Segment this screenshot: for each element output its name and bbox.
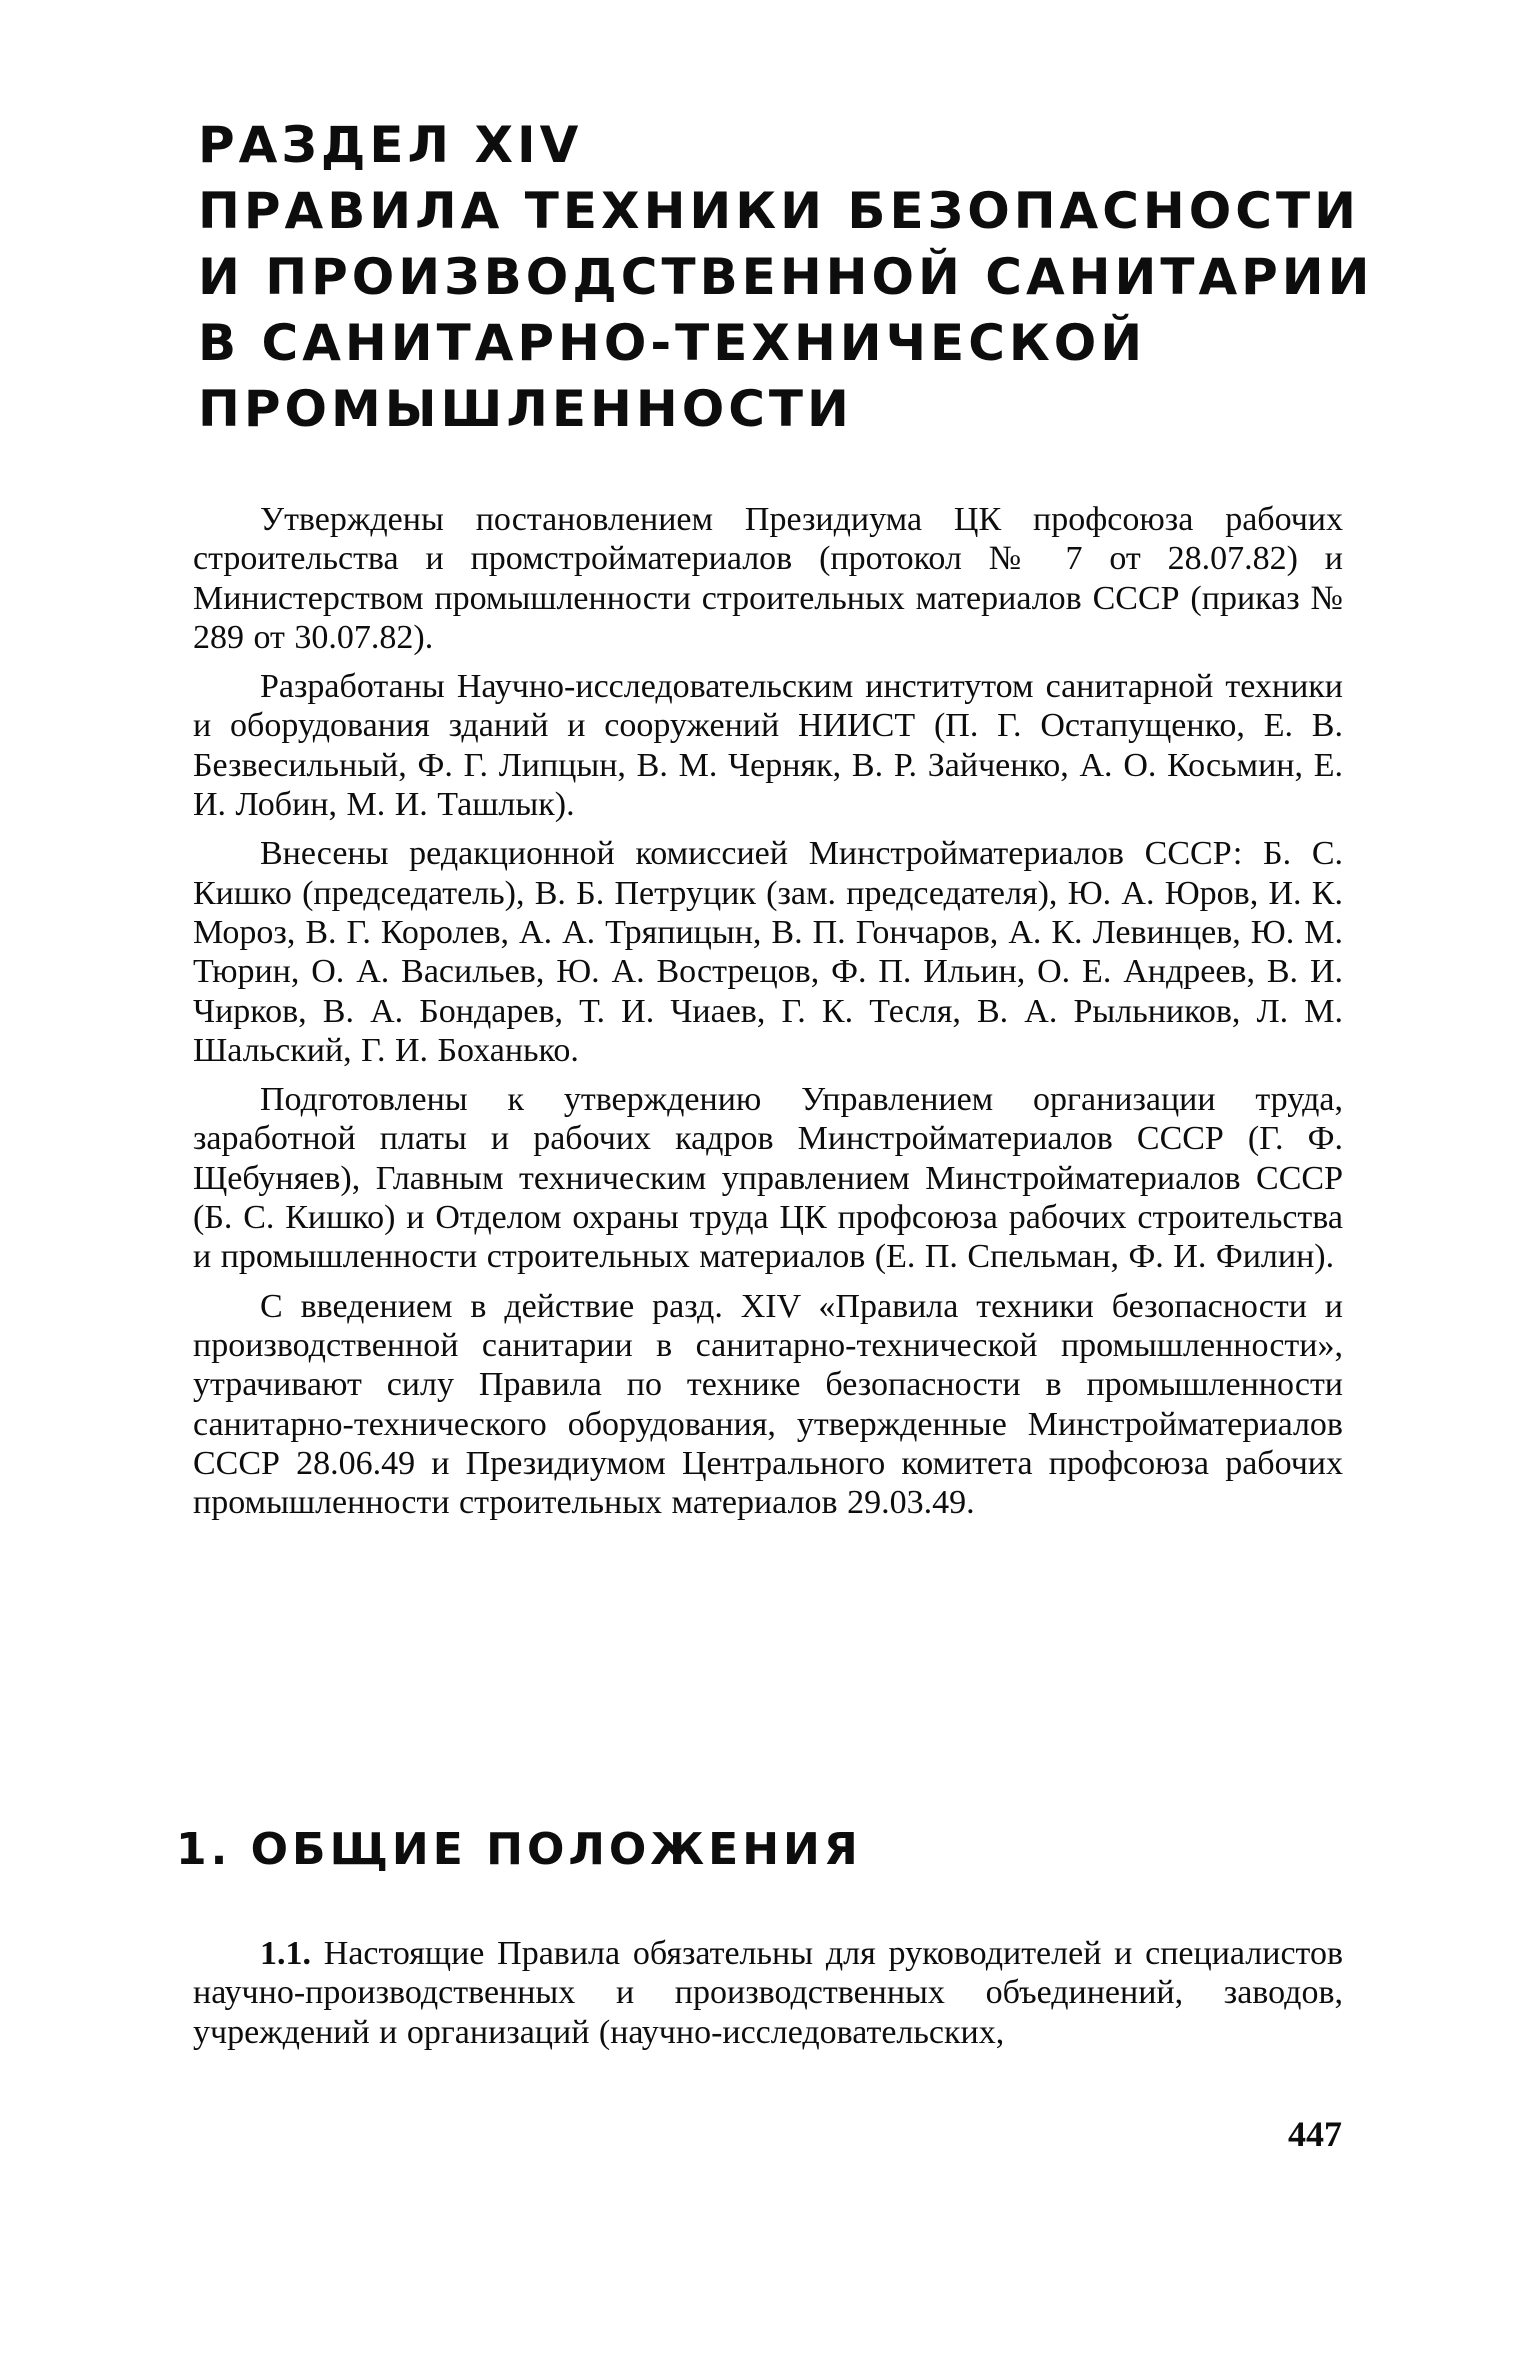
clause-number: 1.1. (260, 1935, 311, 1972)
section-heading-line: ПРАВИЛА ТЕХНИКИ БЕЗОПАСНОСТИ (198, 182, 1360, 240)
clause-block (193, 1934, 1343, 2062)
page-number: 447 (1288, 2114, 1342, 2154)
clause-1-1 (193, 1934, 1343, 2052)
preparation-paragraph: Подготовлены к утверждению Управлением организации труда, заработной платы и рабочих кадров Минстройматериалов СССР (Г. Ф. Щебуняев), Главным техническим управлением Минстройматериалов СССР (Б. С. Кишко) и Отделом охраны труда ЦК профсоюза рабочих строительства и промышленности строительных материалов (Е. П. Спельман, Ф. И. Филин). (193, 1081, 1343, 1276)
supersession-paragraph: С введением в действие разд. XIV «Правила техники безопасности и производственной санитарии в санитарно-технической промышленности», утрачивают силу Правила по технике безопасности в промышленности санитарно-технического оборудования, утвержденные Минстройматериалов СССР 28.06.49 и Президиумом Центрального комитета профсоюза рабочих промышленности строительных материалов 29.03.49. (193, 1287, 1343, 1522)
approval-paragraph: Утверждены постановлением Президиума ЦК профсоюза рабочих строительства и промстройматериалов (протокол № 7 от 28.07.82) и Министерством промышленности строительных материалов СССР (приказ № 289 от 30.07.82). (193, 501, 1343, 656)
developers-paragraph: Разработаны Научно-исследовательским институтом санитарной техники и оборудования зданий и сооружений НИИСТ (П. Г. Остапущенко, Е. В. Безвесильный, Ф. Г. Липцын, В. М. Черняк, В. Р. Зайченко, А. О. Косьмин, Е. И. Лобин, М. И. Ташлык). (193, 668, 1343, 824)
clause-text: Настоящие Правила обязательны для руководителей и специалистов научно-производственных и производственных объединений, заводов, учреждений и организаций (научно-исследовательских, (193, 1935, 1344, 2051)
chapter-heading: 1. ОБЩИЕ ПОЛОЖЕНИЯ (176, 1824, 862, 1875)
intro-block (193, 500, 1343, 1532)
section-heading-line: РАЗДЕЛ XIV (198, 116, 583, 174)
section-heading-line: ПРОМЫШЛЕННОСТИ (198, 380, 853, 438)
section-heading-line: В САНИТАРНО-ТЕХНИЧЕСКОЙ (198, 314, 1147, 372)
editorial-committee-paragraph: Внесены редакционной комиссией Минстройматериалов СССР: Б. С. Кишко (председатель), В. Б. Петруцик (зам. председателя), Ю. А. Юров, И. К. Мороз, В. Г. Королев, А. А. Тряпицын, В. П. Гончаров, А. К. Левинцев, Ю. М. Тюрин, О. А. Васильев, Ю. А. Вострецов, Ф. П. Ильин, О. Е. Андреев, В. И. Чирков, В. А. Бондарев, Т. И. Чиаев, Г. К. Тесля, В. А. Рыльников, Л. М. Шальский, Г. И. Боханько. (193, 835, 1343, 1069)
section-heading (198, 112, 1374, 442)
section-heading-line: И ПРОИЗВОДСТВЕННОЙ САНИТАРИИ (198, 248, 1374, 306)
